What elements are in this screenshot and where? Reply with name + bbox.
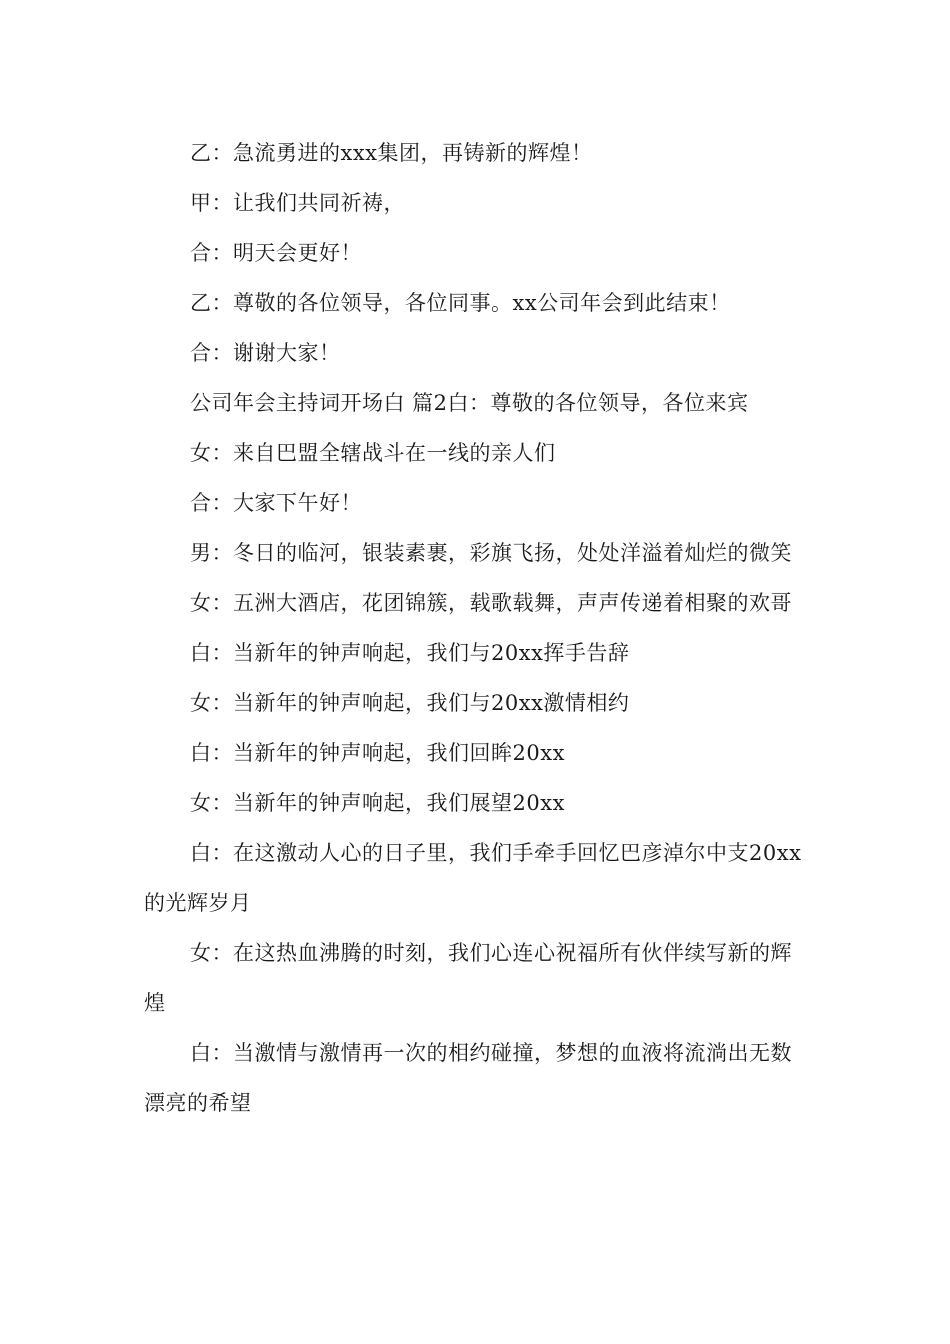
paragraph-3: 合：明天会更好！ (190, 241, 362, 265)
paragraph-15: 白：在这激动人心的日子里，我们手牵手回忆巴彦淖尔中支20xx的光辉岁月 (144, 841, 802, 915)
paragraph-1: 乙：急流勇进的xxx集团，再铸新的辉煌！ (190, 141, 593, 165)
paragraph-5: 合：谢谢大家！ (190, 341, 341, 365)
paragraph-14: 女：当新年的钟声响起，我们展望20xx (190, 791, 565, 815)
paragraph-8: 合：大家下午好！ (190, 491, 362, 515)
paragraph-2: 甲：让我们共同祈祷， (190, 191, 405, 215)
document-body (144, 128, 809, 1128)
paragraph-4: 乙：尊敬的各位领导，各位同事。xx公司年会到此结束！ (190, 291, 731, 315)
paragraph-9: 男：冬日的临河，银装素裹，彩旗飞扬，处处洋溢着灿烂的微笑 (190, 541, 792, 565)
paragraph-11: 白：当新年的钟声响起，我们与20xx挥手告辞 (190, 641, 630, 665)
paragraph-13: 白：当新年的钟声响起，我们回眸20xx (190, 741, 565, 765)
paragraph-6: 公司年会主持词开场白 篇2白：尊敬的各位领导，各位来宾 (190, 391, 749, 415)
paragraph-10: 女：五洲大酒店，花团锦簇，载歌载舞，声声传递着相聚的欢哥 (190, 591, 792, 615)
paragraph-12: 女：当新年的钟声响起，我们与20xx激情相约 (190, 691, 630, 715)
paragraph-17: 白：当激情与激情再一次的相约碰撞，梦想的血液将流淌出无数漂亮的希望 (144, 1041, 792, 1115)
paragraph-7: 女：来自巴盟全辖战斗在一线的亲人们 (190, 441, 556, 465)
paragraph-16: 女：在这热血沸腾的时刻，我们心连心祝福所有伙伴续写新的辉煌 (144, 941, 792, 1015)
